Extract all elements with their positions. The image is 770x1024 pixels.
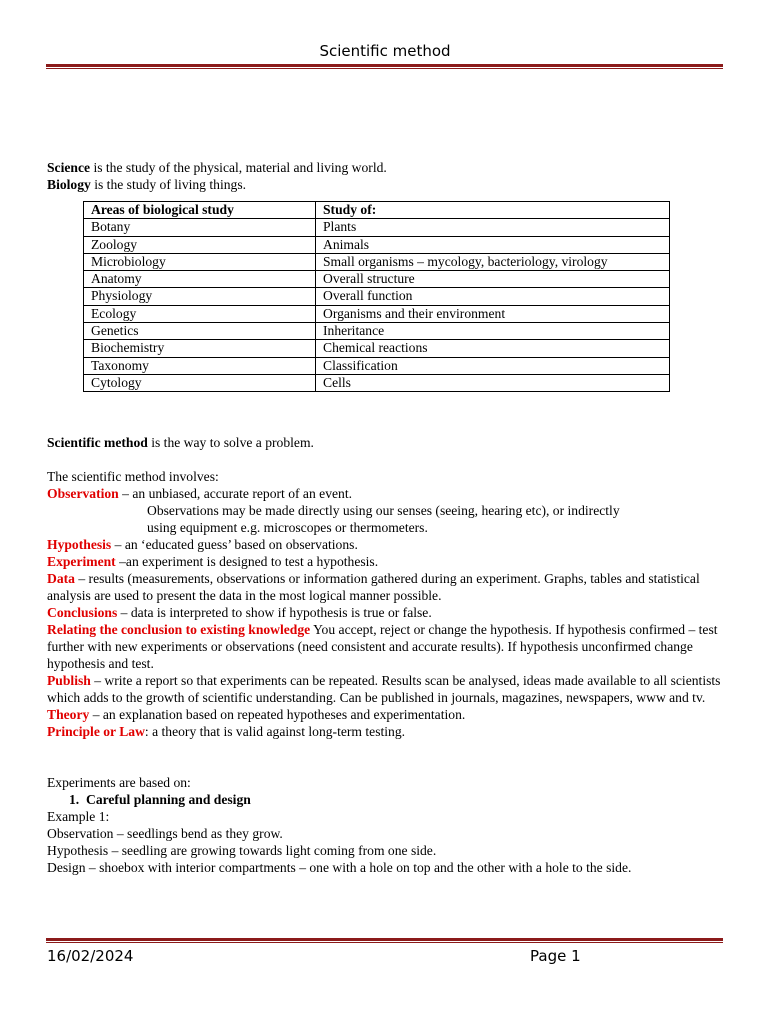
table-row	[84, 323, 670, 340]
table-cell: Cells	[316, 374, 670, 391]
table-row	[84, 357, 670, 374]
footer-rule	[46, 938, 723, 943]
method-involves: The scientific method involves:	[47, 469, 219, 485]
hypothesis-item: Hypothesis – an ‘educated guess’ based on observations.	[47, 537, 358, 553]
scientific-method-definition: Scientific method is the way to solve a problem.	[47, 435, 314, 451]
table-cell: Animals	[316, 236, 670, 253]
observation-detail-2: using equipment e.g. microscopes or thermometers.	[147, 520, 428, 536]
table-header-cell: Areas of biological study	[84, 202, 316, 219]
document-body	[47, 159, 727, 876]
table-cell: Inheritance	[316, 323, 670, 340]
table-cell: Genetics	[84, 323, 316, 340]
table-cell: Microbiology	[84, 253, 316, 270]
example-hypothesis: Hypothesis – seedling are growing towards light coming from one side.	[47, 843, 437, 859]
header-rule	[46, 64, 723, 69]
observation-detail-1: Observations may be made directly using our senses (seeing, hearing etc), or indirectly	[147, 503, 620, 519]
experiment-item: Experiment –an experiment is designed to test a hypothesis.	[47, 554, 379, 570]
publish-item: Publish – write a report so that experiments can be repeated. Results scan be analysed, ideas made available to all scientists which adds to the growth of scientific understanding. Can be published in journals, magazines, newspapers, www and tv.	[47, 673, 721, 706]
page-header-title: Scientific method	[319, 42, 451, 60]
table-cell: Botany	[84, 219, 316, 236]
table-row	[84, 219, 670, 236]
footer-date: 16/02/2024	[47, 947, 134, 965]
example-design: Design – shoebox with interior compartments – one with a hole on top and the other with a hole to the side.	[47, 860, 632, 876]
biology-definition: Biology is the study of living things.	[47, 177, 247, 192]
science-definition: Science is the study of the physical, material and living world.	[47, 160, 387, 175]
biological-study-table	[83, 201, 670, 392]
example-label: Example 1:	[47, 809, 110, 825]
table-cell: Chemical reactions	[316, 340, 670, 357]
table-cell: Anatomy	[84, 271, 316, 288]
table-cell: Organisms and their environment	[316, 305, 670, 322]
table-row	[84, 305, 670, 322]
table-row	[84, 236, 670, 253]
observation-item: Observation – an unbiased, accurate report of an event.	[47, 486, 353, 502]
table-cell: Physiology	[84, 288, 316, 305]
table-cell: Zoology	[84, 236, 316, 253]
table-cell: Biochemistry	[84, 340, 316, 357]
table-cell: Cytology	[84, 374, 316, 391]
data-item: Data – results (measurements, observations or information gathered during an experiment. Graphs, tables and statistical analysis are used to present the data in the most logical manner possible.	[47, 571, 700, 604]
conclusions-item: Conclusions – data is interpreted to show if hypothesis is true or false.	[47, 605, 432, 621]
table-cell: Classification	[316, 357, 670, 374]
list-item: 1. Careful planning and design	[69, 792, 251, 808]
table-row	[84, 374, 670, 391]
table-row	[84, 253, 670, 270]
table-cell: Ecology	[84, 305, 316, 322]
table-header-row	[84, 202, 670, 219]
example-observation: Observation – seedlings bend as they grow.	[47, 826, 283, 842]
table-cell: Small organisms – mycology, bacteriology, virology	[316, 253, 670, 270]
table-row	[84, 288, 670, 305]
principle-item: Principle or Law: a theory that is valid against long-term testing.	[47, 724, 406, 740]
table-cell: Plants	[316, 219, 670, 236]
table-cell: Overall structure	[316, 271, 670, 288]
experiments-intro: Experiments are based on:	[47, 775, 191, 791]
table-cell: Taxonomy	[84, 357, 316, 374]
relating-item: Relating the conclusion to existing knowledge You accept, reject or change the hypothesis. If hypothesis confirmed – test further with new experiments or observations (need consistent and accurate results). If hypothesis unconfirmed change hypothesis and test.	[47, 622, 718, 672]
table-row	[84, 271, 670, 288]
table-header-cell: Study of:	[316, 202, 670, 219]
table-cell: Overall function	[316, 288, 670, 305]
table-row	[84, 340, 670, 357]
footer-page-number: Page 1	[530, 947, 581, 965]
theory-item: Theory – an explanation based on repeated hypotheses and experimentation.	[47, 707, 466, 723]
